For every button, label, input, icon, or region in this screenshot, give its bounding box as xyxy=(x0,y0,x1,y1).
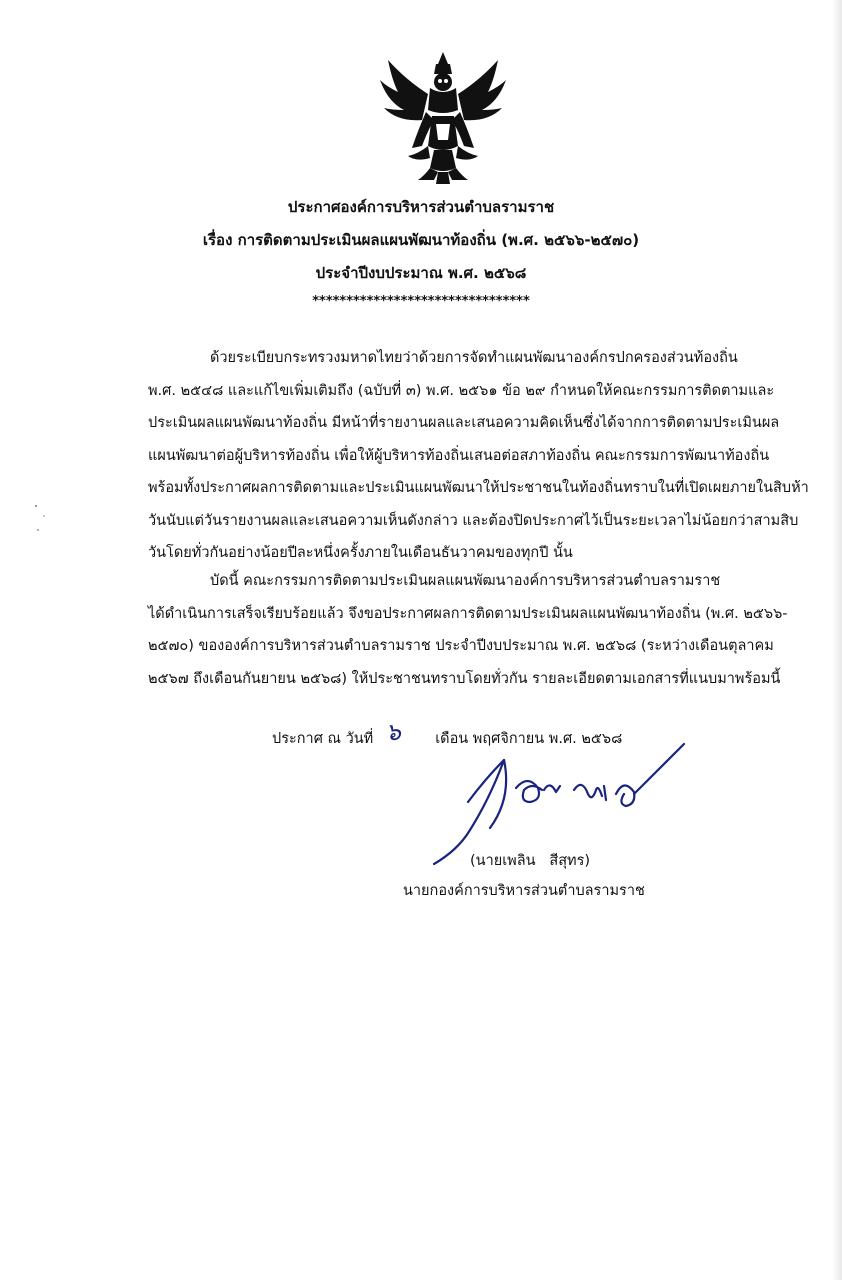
handwritten-signature-icon xyxy=(420,738,690,868)
paragraph-2 xyxy=(148,565,788,695)
date-prefix: ประกาศ ณ วันที่ xyxy=(272,731,374,747)
paragraph-line: บัดนี้ คณะกรรมการติดตามประเมินผลแผนพัฒนาองค์การบริหารส่วนตำบลรามราช xyxy=(210,573,721,589)
handwritten-day: ๖ xyxy=(385,718,401,746)
paragraph-1 xyxy=(148,342,809,570)
signer-name: (นายเพลิน สีสุทร) xyxy=(470,853,591,869)
paragraph-line: พ.ศ. ๒๕๔๘ และแก้ไขเพิ่มเติมถึง (ฉบับที่ ๓) พ.ศ. ๒๕๖๑ ข้อ ๒๙ กำหนดให้คณะกรรมการติดตามและ xyxy=(148,382,775,399)
signer-title: นายกองค์การบริหารส่วนตำบลรามราช xyxy=(403,883,645,899)
title-divider: ******************************** xyxy=(312,294,530,309)
paragraph-line: วันนับแต่วันรายงานผลและเสนอความเห็นดังกล่าว และต้องปิดประกาศไว้เป็นระยะเวลาไม่น้อยกว่าสามสิบ xyxy=(148,512,799,529)
page-edge-shadow xyxy=(832,0,842,1280)
scan-specks xyxy=(30,500,60,540)
paragraph-line: ๒๕๗๐) ขององค์การบริหารส่วนตำบลรามราช ประจำปีงบประมาณ พ.ศ. ๒๕๖๘ (ระหว่างเดือนตุลาคม xyxy=(148,638,774,654)
garuda-emblem-icon xyxy=(378,50,508,185)
announcement-title: ประกาศองค์การบริหารส่วนตำบลรามราช xyxy=(287,198,555,216)
paragraph-line: ได้ดำเนินการเสร็จเรียบร้อยแล้ว จึงขอประกาศผลการติดตามประเมินผลแผนพัฒนาท้องถิ่น (พ.ศ. ๒๕๖๖- xyxy=(148,605,788,622)
fiscal-year-line: ประจำปีงบประมาณ พ.ศ. ๒๕๖๘ xyxy=(315,264,527,282)
paragraph-line: ประเมินผลแผนพัฒนาท้องถิ่น มีหน้าที่รายงานผลและเสนอความคิดเห็นซึ่งได้จากการติดตามประเมินผล xyxy=(148,415,780,431)
paragraph-line: พร้อมทั้งประกาศผลการติดตามและประเมินแผนพัฒนาให้ประชาชนในท้องถิ่นทราบในที่เปิดเผยภายในสิบห้า xyxy=(148,480,809,496)
announcement-subject: เรื่อง การติดตามประเมินผลแผนพัฒนาท้องถิ่น (พ.ศ. ๒๕๖๖-๒๕๗๐) xyxy=(202,231,640,249)
paragraph-line: วันโดยทั่วกันอย่างน้อยปีละหนึ่งครั้งภายในเดือนธันวาคมของทุกปี นั้น xyxy=(148,545,573,561)
paragraph-line: ๒๕๖๗ ถึงเดือนกันยายน ๒๕๖๘) ให้ประชาชนทราบโดยทั่วกัน รายละเอียดตามเอกสารที่แนบมาพร้อมนี้ xyxy=(148,670,781,687)
date-month-year: เดือน พฤศจิกายน พ.ศ. ๒๕๖๘ xyxy=(435,731,623,747)
paragraph-line: แผนพัฒนาต่อผู้บริหารท้องถิ่น เพื่อให้ผู้บริหารท้องถิ่นเสนอต่อสภาท้องถิ่น คณะกรรมการพัฒนาท้องถิ่น xyxy=(148,447,770,464)
paragraph-line: ด้วยระเบียบกระทรวงมหาดไทยว่าด้วยการจัดทำแผนพัฒนาองค์กรปกครองส่วนท้องถิ่น xyxy=(210,350,738,366)
